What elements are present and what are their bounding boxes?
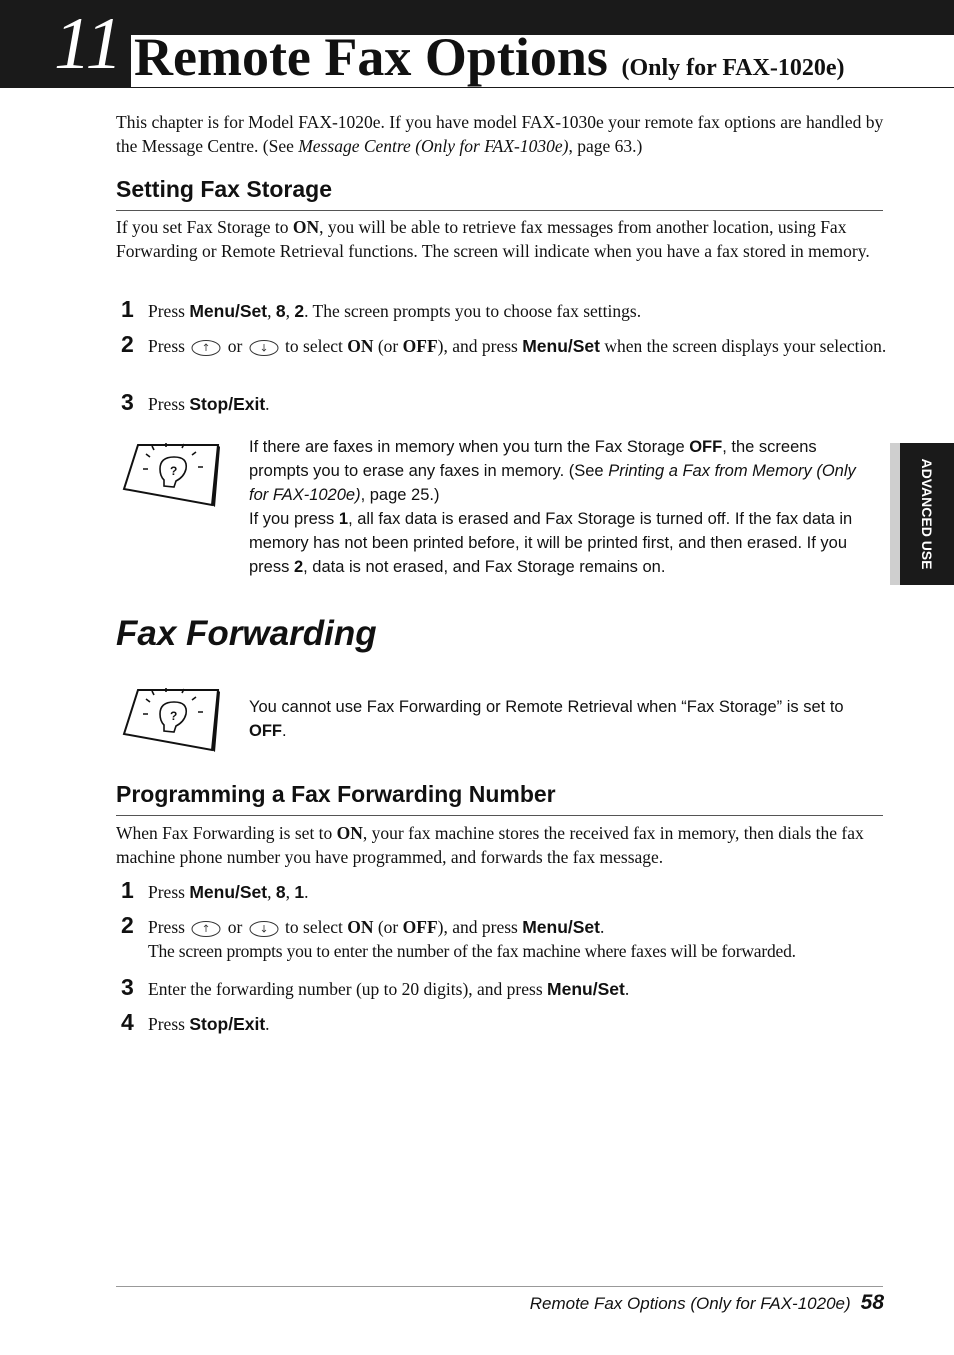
programming-step-1 [121, 877, 891, 904]
text: . [282, 722, 287, 740]
text: , [285, 882, 295, 902]
text: , data is not erased, and Fax Storage remains on. [303, 558, 666, 576]
section-rule [116, 210, 883, 211]
off-label: OFF [402, 917, 438, 937]
section-heading-setting-fax-storage: Setting Fax Storage [116, 176, 332, 202]
lightbulb-note-icon [120, 682, 220, 754]
programming-step-2 [121, 912, 891, 963]
text: Press [148, 394, 190, 414]
chapter-title [134, 26, 845, 99]
text: to select [280, 336, 348, 356]
key-label: Menu/Set [189, 301, 268, 321]
programming-step-4 [121, 1009, 891, 1036]
footer [530, 1291, 884, 1315]
text: to select [280, 917, 348, 937]
text: ), and press [437, 917, 523, 937]
key-label: Menu/Set [522, 917, 600, 937]
intro-reference: Message Centre (Only for FAX-1030e) [298, 136, 569, 156]
svg-text:?: ? [170, 464, 178, 478]
text: , page 25.) [360, 486, 440, 504]
text: (or [373, 917, 403, 937]
chapter-subtitle: (Only for FAX-1020e) [621, 55, 845, 81]
step-number: 3 [121, 389, 134, 415]
down-arrow-key-icon [249, 339, 279, 357]
chapter-number: 11 [54, 3, 123, 85]
footer-text: Remote Fax Options (Only for FAX-1020e) [529, 1294, 851, 1313]
key-label: Stop/Exit [189, 1014, 266, 1034]
step-number: 1 [121, 296, 134, 322]
side-tab-label: ADVANCED USE [919, 458, 935, 570]
on-label: ON [347, 917, 374, 937]
text: or [223, 917, 247, 937]
key-label: 1 [338, 510, 349, 528]
text: ), and press [437, 336, 523, 356]
lightbulb-note-icon [120, 437, 220, 509]
footer-rule [116, 1286, 883, 1287]
on-label: ON [336, 823, 363, 843]
forwarding-note [249, 695, 874, 743]
section-heading-programming: Programming a Fax Forwarding Number [116, 781, 556, 807]
up-arrow-key-icon [191, 920, 221, 938]
text: , your fax machine stores the received fax in memory, then dials the fax machine phone number you have programmed, and forwards the fax message. [116, 823, 864, 867]
text: , the screens prompts you to erase any faxes in memory. (See [249, 438, 817, 480]
page-number: 58 [860, 1291, 884, 1314]
key-label: 8 [275, 882, 286, 902]
text: If you press [249, 510, 339, 528]
key-label: 8 [275, 301, 286, 321]
programming-paragraph [116, 821, 886, 869]
step-number: 2 [121, 331, 134, 357]
key-label: Stop/Exit [189, 394, 266, 414]
text: Press [148, 1014, 190, 1034]
off-label: OFF [249, 722, 282, 740]
on-label: ON [347, 336, 374, 356]
off-label: OFF [689, 438, 723, 456]
text: . [265, 394, 270, 414]
key-label: Menu/Set [189, 882, 268, 902]
key-label: 2 [293, 558, 304, 576]
section-rule [116, 815, 883, 816]
step-number: 3 [121, 974, 134, 1000]
text: . [265, 1014, 270, 1034]
text: The screen prompts you to enter the number of the fax machine where faxes will be forwarded. [148, 941, 796, 961]
text: . [600, 917, 605, 937]
text: Press [148, 917, 190, 937]
programming-step-3 [121, 974, 891, 1001]
storage-step-3 [121, 389, 891, 416]
storage-note [249, 435, 874, 579]
step-number: 4 [121, 1009, 134, 1035]
section-heading-fax-forwarding: Fax Forwarding [116, 614, 377, 653]
text: , you will be able to retrieve fax messages from another location, using Fax Forwarding or Remote Retrieval functions. The screen will indicate when you have a fax stored in memory. [116, 217, 870, 261]
text: , [267, 882, 276, 902]
text: when the screen displays your selection. [600, 336, 887, 356]
text: Press [148, 882, 190, 902]
key-label: 1 [294, 882, 305, 902]
text: Press [148, 336, 190, 356]
storage-step-1 [121, 296, 891, 323]
intro-paragraph [116, 110, 886, 158]
chapter-title-text: Remote Fax Options [134, 27, 608, 87]
key-label: 2 [294, 301, 305, 321]
note-reference: Printing a Fax from Memory (Only for FAX-1020e) [249, 462, 856, 504]
text: If you set Fax Storage to [116, 217, 293, 237]
intro-text: This chapter is for Model FAX-1020e. If you have model FAX-1030e your remote fax options are handled by the Message Centre. (See [116, 112, 884, 156]
text: You cannot use Fax Forwarding or Remote Retrieval when “Fax Storage” is set to [249, 698, 844, 716]
setting-storage-paragraph [116, 215, 886, 263]
storage-step-2 [121, 331, 891, 358]
text: When Fax Forwarding is set to [116, 823, 337, 843]
key-label: Menu/Set [547, 979, 625, 999]
intro-text-end: , page 63.) [568, 136, 643, 156]
step-number: 1 [121, 877, 134, 903]
text: , all fax data is erased and Fax Storage is turned off. If the fax data in memory has not been printed before, it will be printed first, and then erased. If you press [249, 510, 853, 576]
text: Press [148, 301, 190, 321]
text: . The screen prompts you to choose fax settings. [304, 301, 642, 321]
step-number: 2 [121, 912, 134, 938]
key-label: Menu/Set [522, 336, 600, 356]
text: (or [373, 336, 403, 356]
text: . [624, 979, 630, 999]
text: . [304, 882, 309, 902]
up-arrow-key-icon [191, 339, 221, 357]
text: , [285, 301, 295, 321]
text: If there are faxes in memory when you turn the Fax Storage [249, 438, 690, 456]
off-label: OFF [402, 336, 438, 356]
on-label: ON [292, 217, 320, 237]
svg-text:?: ? [170, 709, 178, 723]
text: or [223, 336, 247, 356]
text: , [267, 301, 276, 321]
down-arrow-key-icon [249, 920, 279, 938]
text: Enter the forwarding number (up to 20 digits), and press [148, 979, 548, 999]
chapter-number-block [0, 0, 131, 88]
